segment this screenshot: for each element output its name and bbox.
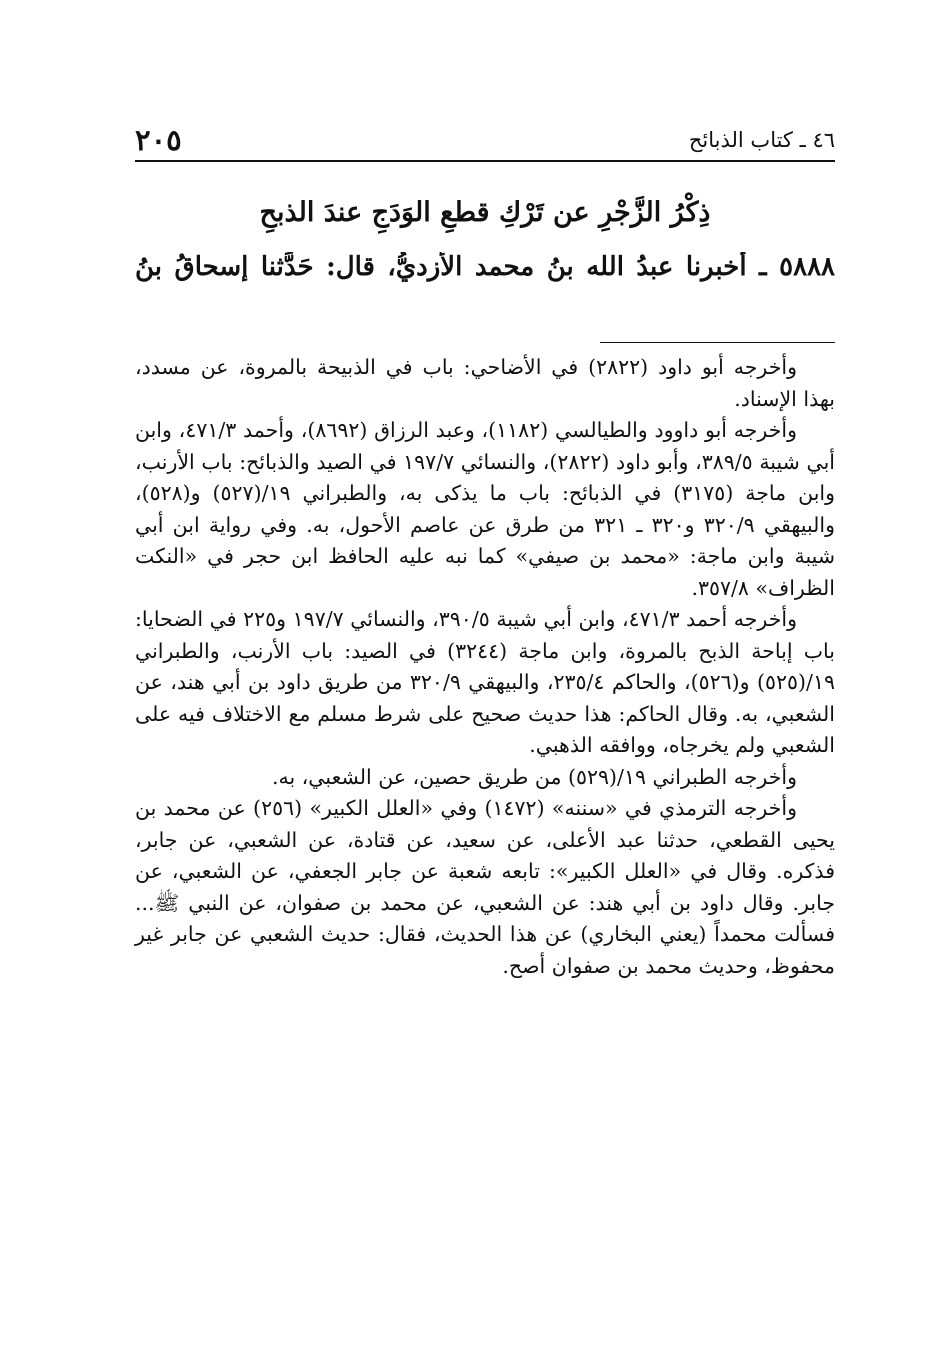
chapter-title: ذِكْرُ الزَّجْرِ عن تَرْكِ قطعِ الوَدَجِ عندَ الذبحِ — [259, 197, 711, 228]
footnote-paragraph: وأخرجه الترمذي في «سننه» (١٤٧٢) وفي «العلل الكبير» (٢٥٦) عن محمد بن يحيى القطعي، حدثنا عبد الأعلى، عن سعيد، عن قتادة، عن الشعبي، عن جابر، فذكره. وقال في «العلل الكبير»: تابعه شعبة عن جابر الجعفي، عن الشعبي، عن جابر. وقال داود بن أبي هند: عن الشعبي، عن محمد بن صفوان، عن النبي ﷺ... فسألت محمداً (يعني البخاري) عن هذا الحديث، فقال: حديث الشعبي عن جابر غير محفوظ، وحديث محمد بن صفوان أصح. — [135, 796, 835, 978]
footnote-paragraph: وأخرجه أبو داوود والطيالسي (١١٨٢)، وعبد الرزاق (٨٦٩٢)، وأحمد ٤٧١/٣، وابن أبي شيبة ٣٨٩/٥، وأبو داود (٢٨٢٢)، والنسائي ١٩٧/٧ في الصيد والذبائح: باب الأرنب، وابن ماجة (٣١٧٥) في الذبائح: باب ما يذكى به، والطبراني ١٩/(٥٢٧) و(٥٢٨)، والبيهقي ٣٢٠/٩ و٣٢٠ ـ ٣٢١ من طرق عن عاصم الأحول، به. وفي رواية ابن أبي شيبة وابن ماجة: «محمد بن صيفي» كما نبه عليه الحافظ ابن حجر في «النكت الظراف» ٣٥٧/٨. — [135, 418, 836, 600]
footnote-divider — [600, 342, 835, 343]
page-number: ٢٠٥ — [135, 123, 182, 157]
footnote-paragraph: وأخرجه الطبراني ١٩/(٥٢٩) من طريق حصين، عن الشعبي، به. — [271, 764, 797, 789]
footnote-paragraph: وأخرجه أبو داود (٢٨٢٢) في الأضاحي: باب في الذبيحة بالمروة، عن مسدد، بهذا الإسناد. — [135, 355, 835, 411]
running-title: ٤٦ ـ كتاب الذبائح — [688, 128, 835, 152]
footnotes — [135, 352, 835, 982]
page-header — [135, 120, 835, 162]
hadith-text: ٥٨٨٨ ـ أخبرنا عبدُ الله بنُ محمد الأزديُّ، قال: حَدَّثنا إسحاقُ بنُ — [135, 252, 835, 282]
footnote-paragraph: وأخرجه أحمد ٤٧١/٣، وابن أبي شيبة ٣٩٠/٥، والنسائي ١٩٧/٧ و٢٢٥ في الضحايا: باب إباحة الذبح بالمروة، وابن ماجة (٣٢٤٤) في الصيد: باب الأرنب، والطبراني ١٩/(٥٢٥) و(٥٢٦)، والحاكم ٢٣٥/٤، والبيهقي ٣٢٠/٩ من طريق داود بن أبي هند، عن الشعبي، به. وقال الحاكم: هذا حديث صحيح على شرط مسلم مع الاختلاف فيه على الشعبي ولم يخرجاه، ووافقه الذهبي. — [135, 607, 835, 757]
